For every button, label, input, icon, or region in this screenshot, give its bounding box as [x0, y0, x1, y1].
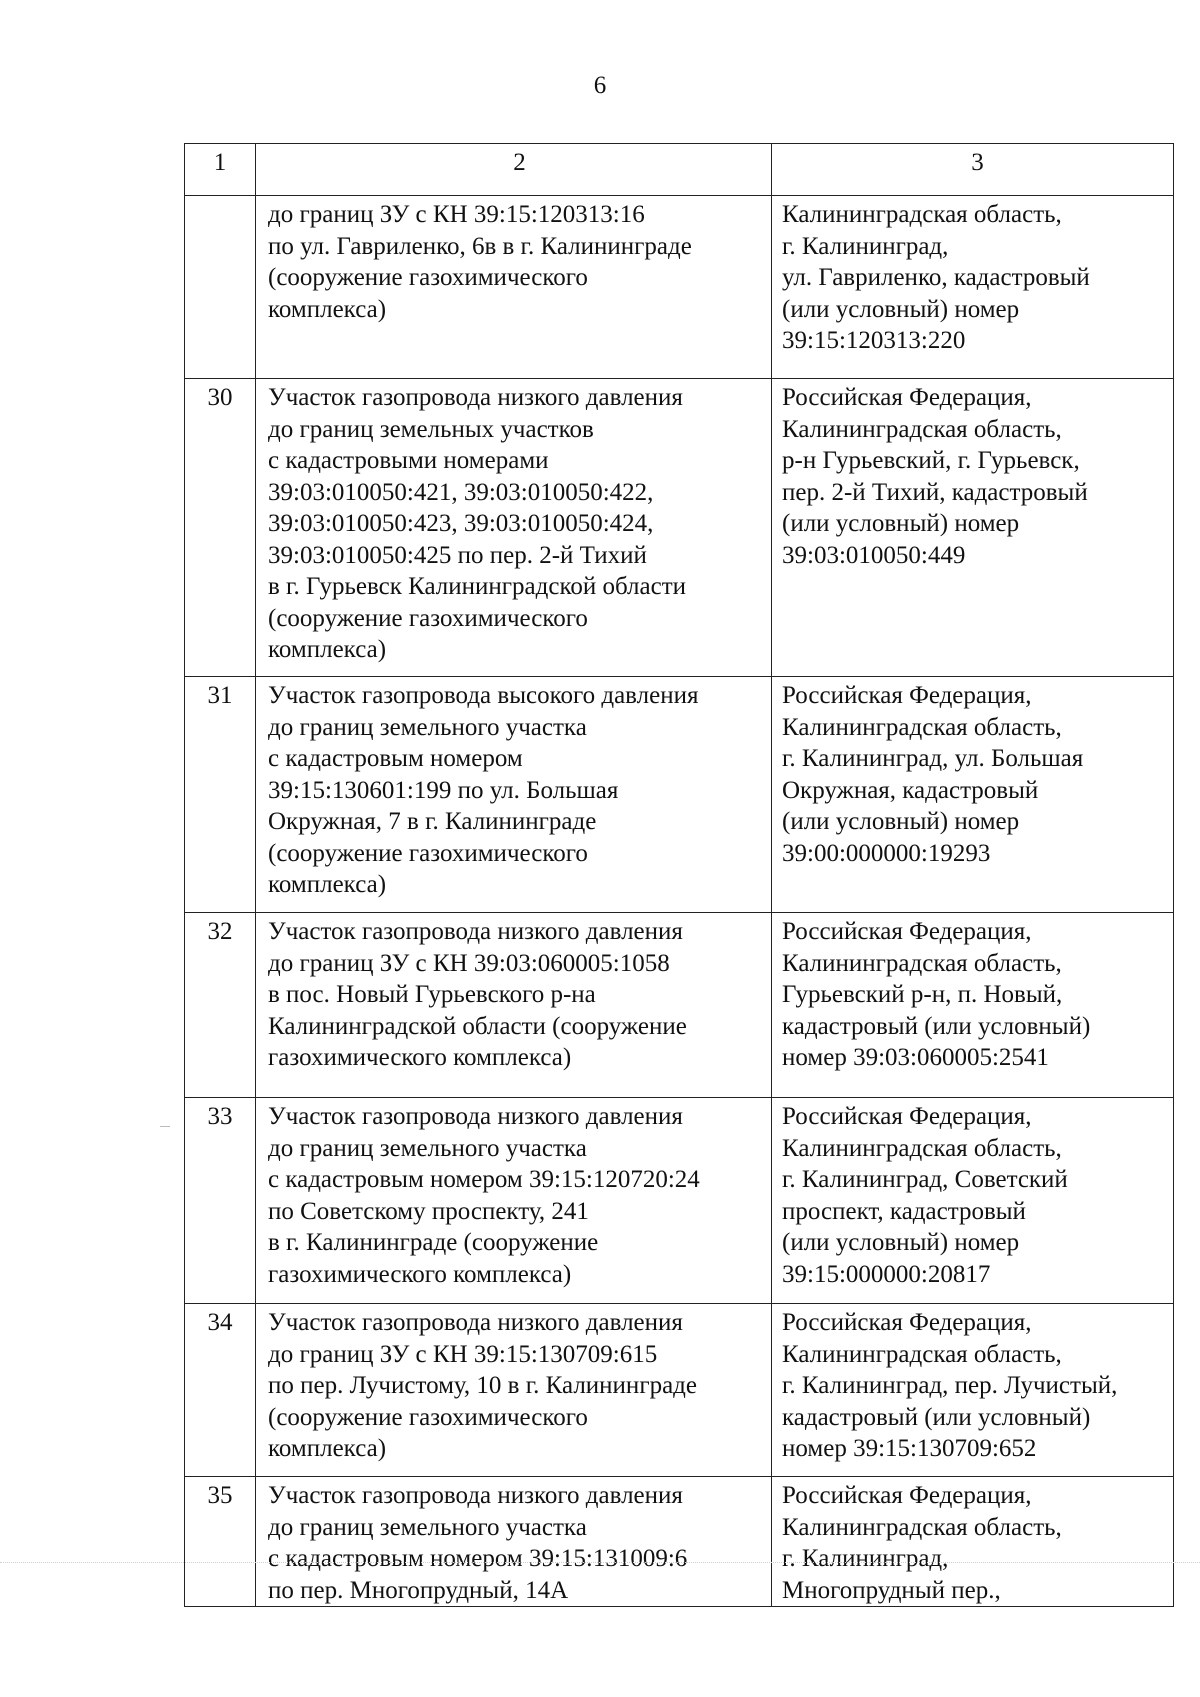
table-row	[185, 1098, 1174, 1304]
row-description: до границ ЗУ с КН 39:15:120313:16 по ул. Гавриленко, 6в в г. Калининграде (сооружение газохимического комплекса)	[256, 196, 772, 379]
row-number: 33	[185, 1098, 256, 1304]
table-row	[185, 913, 1174, 1098]
header-col-1: 1	[185, 144, 256, 196]
row-description: Участок газопровода низкого давления до границ земельных участков с кадастровыми номерами 39:03:010050:421, 39:03:010050:422, 39:03:010050:423, 39:03:010050:424, 39:03:010050:425 по пер. 2-й Тихий в г. Гурьевск Калининградской области (сооружение газохимического комплекса)	[256, 379, 772, 677]
row-location: Российская Федерация, Калининградская область, р-н Гурьевский, г. Гурьевск, пер. 2-й Тихий, кадастровый (или условный) номер 39:03:010050:449	[772, 379, 1174, 677]
row-description: Участок газопровода низкого давления до границ ЗУ с КН 39:15:130709:615 по пер. Лучистому, 10 в г. Калининграде (сооружение газохимического комплекса)	[256, 1304, 772, 1477]
page-number: 6	[593, 72, 607, 99]
table-row	[185, 379, 1174, 677]
scan-mark	[160, 1126, 170, 1127]
row-description: Участок газопровода низкого давления до границ земельного участка с кадастровым номером 39:15:120720:24 по Советскому проспекту, 241 в г. Калининграде (сооружение газохимического комплекса)	[256, 1098, 772, 1304]
header-col-2: 2	[256, 144, 772, 196]
parcels-table	[184, 143, 1174, 1607]
scan-fold-line	[0, 1562, 1200, 1563]
table-row	[185, 1477, 1174, 1607]
row-location: Российская Федерация, Калининградская область, г. Калининград, пер. Лучистый, кадастровый (или условный) номер 39:15:130709:652	[772, 1304, 1174, 1477]
row-description: Участок газопровода низкого давления до границ земельного участка с кадастровым номером 39:15:131009:6 по пер. Многопрудный, 14А	[256, 1477, 772, 1607]
row-location: Российская Федерация, Калининградская область, г. Калининград, Советский проспект, кадастровый (или условный) номер 39:15:000000:20817	[772, 1098, 1174, 1304]
row-number: 32	[185, 913, 256, 1098]
table-row	[185, 677, 1174, 913]
row-number: 30	[185, 379, 256, 677]
row-number: 31	[185, 677, 256, 913]
row-number: 34	[185, 1304, 256, 1477]
row-number: 35	[185, 1477, 256, 1607]
row-location: Калининградская область, г. Калининград, ул. Гавриленко, кадастровый (или условный) номер 39:15:120313:220	[772, 196, 1174, 379]
row-description: Участок газопровода низкого давления до границ ЗУ с КН 39:03:060005:1058 в пос. Новый Гурьевского р-на Калининградской области (сооружение газохимического комплекса)	[256, 913, 772, 1098]
header-col-3: 3	[772, 144, 1174, 196]
row-number	[185, 196, 256, 379]
table-row	[185, 1304, 1174, 1477]
row-location: Российская Федерация, Калининградская область, г. Калининград, ул. Большая Окружная, кадастровый (или условный) номер 39:00:000000:19293	[772, 677, 1174, 913]
row-location: Российская Федерация, Калининградская область, г. Калининград, Многопрудный пер.,	[772, 1477, 1174, 1607]
table-row	[185, 196, 1174, 379]
table-header-row	[185, 144, 1174, 196]
row-description: Участок газопровода высокого давления до границ земельного участка с кадастровым номером 39:15:130601:199 по ул. Большая Окружная, 7 в г. Калининграде (сооружение газохимического комплекса)	[256, 677, 772, 913]
row-location: Российская Федерация, Калининградская область, Гурьевский р-н, п. Новый, кадастровый (или условный) номер 39:03:060005:2541	[772, 913, 1174, 1098]
